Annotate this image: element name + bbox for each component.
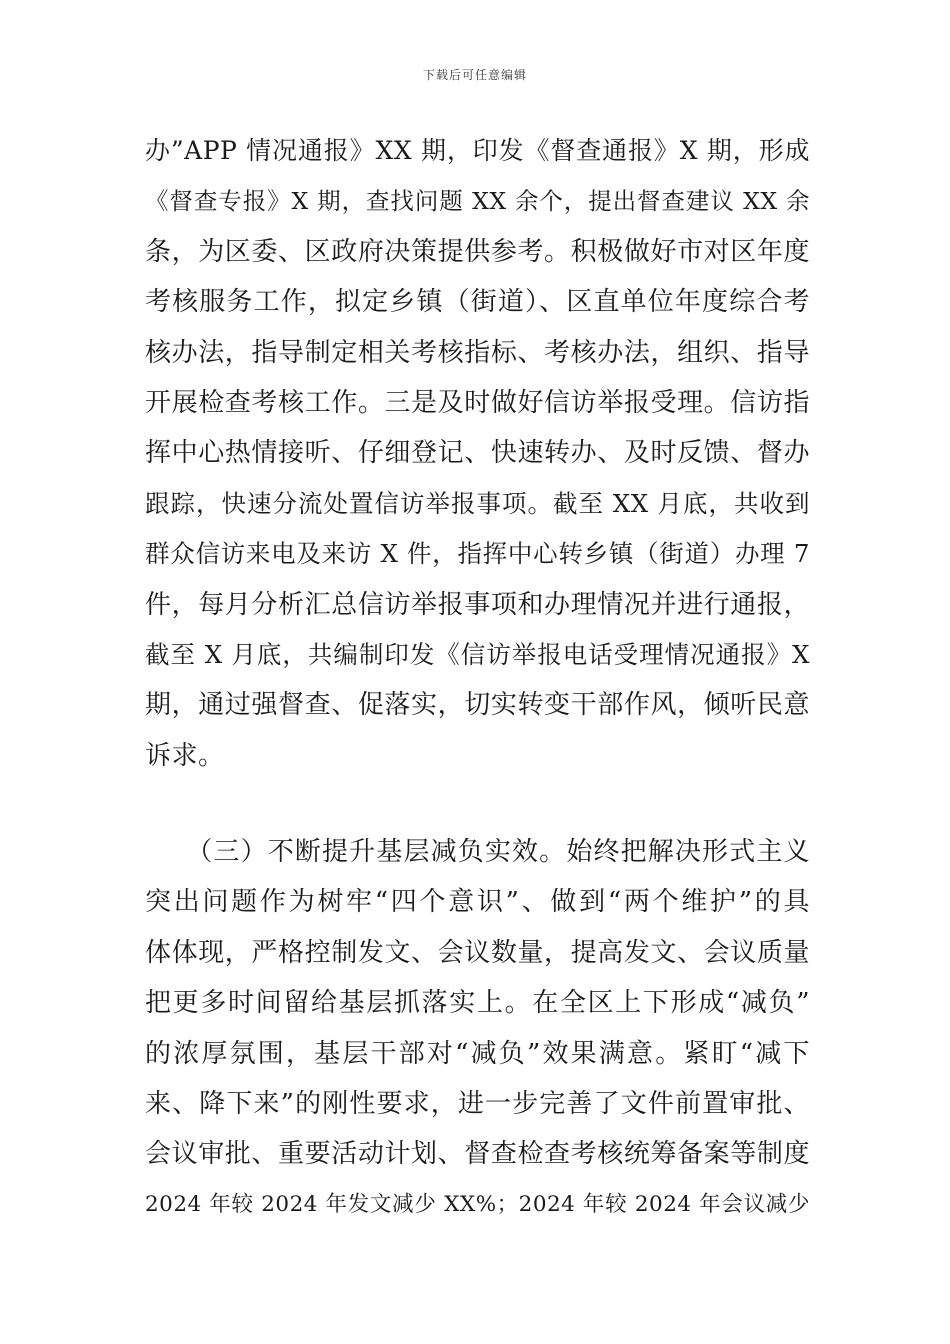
paragraph-spacer <box>145 781 810 827</box>
text-line: 会议审批、重要活动计划、督查检查考核统筹备案等制度 <box>145 1139 810 1170</box>
text-line: 群众信访来电及来访 X 件，指挥中心转乡镇（街道）办理 7 <box>145 539 810 569</box>
text-line: 办”APP 情况通报》XX 期，印发《督查通报》X 期，形成 <box>145 136 810 165</box>
text-line: 核办法，指导制定相关考核指标、考核办法，组织、指导 <box>145 337 810 368</box>
text-line: 诉求。 <box>145 740 225 771</box>
text-line: 的浓厚氛围，基层干部对“减负”效果满意。紧盯“减下 <box>145 1038 810 1069</box>
text-line: 截至 X 月底，共编制印发《信访举报电话受理情况通报》X <box>145 639 810 669</box>
text-line: 开展检查考核工作。三是及时做好信访举报受理。信访指 <box>145 387 810 418</box>
page-header: 下载后可任意编辑 <box>422 68 527 82</box>
text-line: 来、降下来”的刚性要求，进一步完善了文件前置审批、 <box>145 1089 810 1120</box>
text-line: 《督查专报》X 期，查找问题 XX 余个，提出督查建议 XX 余 <box>145 187 810 216</box>
text-line: 考核服务工作，拟定乡镇（街道）、区直单位年度综合考 <box>145 287 810 318</box>
paragraph-1 <box>145 126 810 781</box>
document-body <box>145 126 810 1230</box>
text-line: （三）不断提升基层减负实效。始终把解决形式主义 <box>145 837 810 868</box>
text-line: 突出问题作为树牢“四个意识”、做到“两个维护”的具 <box>145 887 810 918</box>
text-line: 体体现，严格控制发文、会议数量，提高发文、会议质量 <box>145 937 810 968</box>
text-line: 挥中心热情接听、仔细登记、快速转办、及时反馈、督办 <box>145 438 810 469</box>
text-line: 2024 年较 2024 年发文减少 XX%；2024 年较 2024 年会议减少 <box>145 1191 810 1217</box>
text-line: 期，通过强督查、促落实，切实转变干部作风，倾听民意 <box>145 690 810 721</box>
text-line: 条，为区委、区政府决策提供参考。积极做好市对区年度 <box>145 236 810 267</box>
text-line: 把更多时间留给基层抓落实上。在全区上下形成“减负” <box>145 988 810 1019</box>
text-line: 件，每月分析汇总信访举报事项和办理情况并进行通报， <box>145 589 810 620</box>
paragraph-2 <box>145 827 810 1230</box>
text-line: 跟踪，快速分流处置信访举报事项。截至 XX 月底，共收到 <box>145 488 810 518</box>
